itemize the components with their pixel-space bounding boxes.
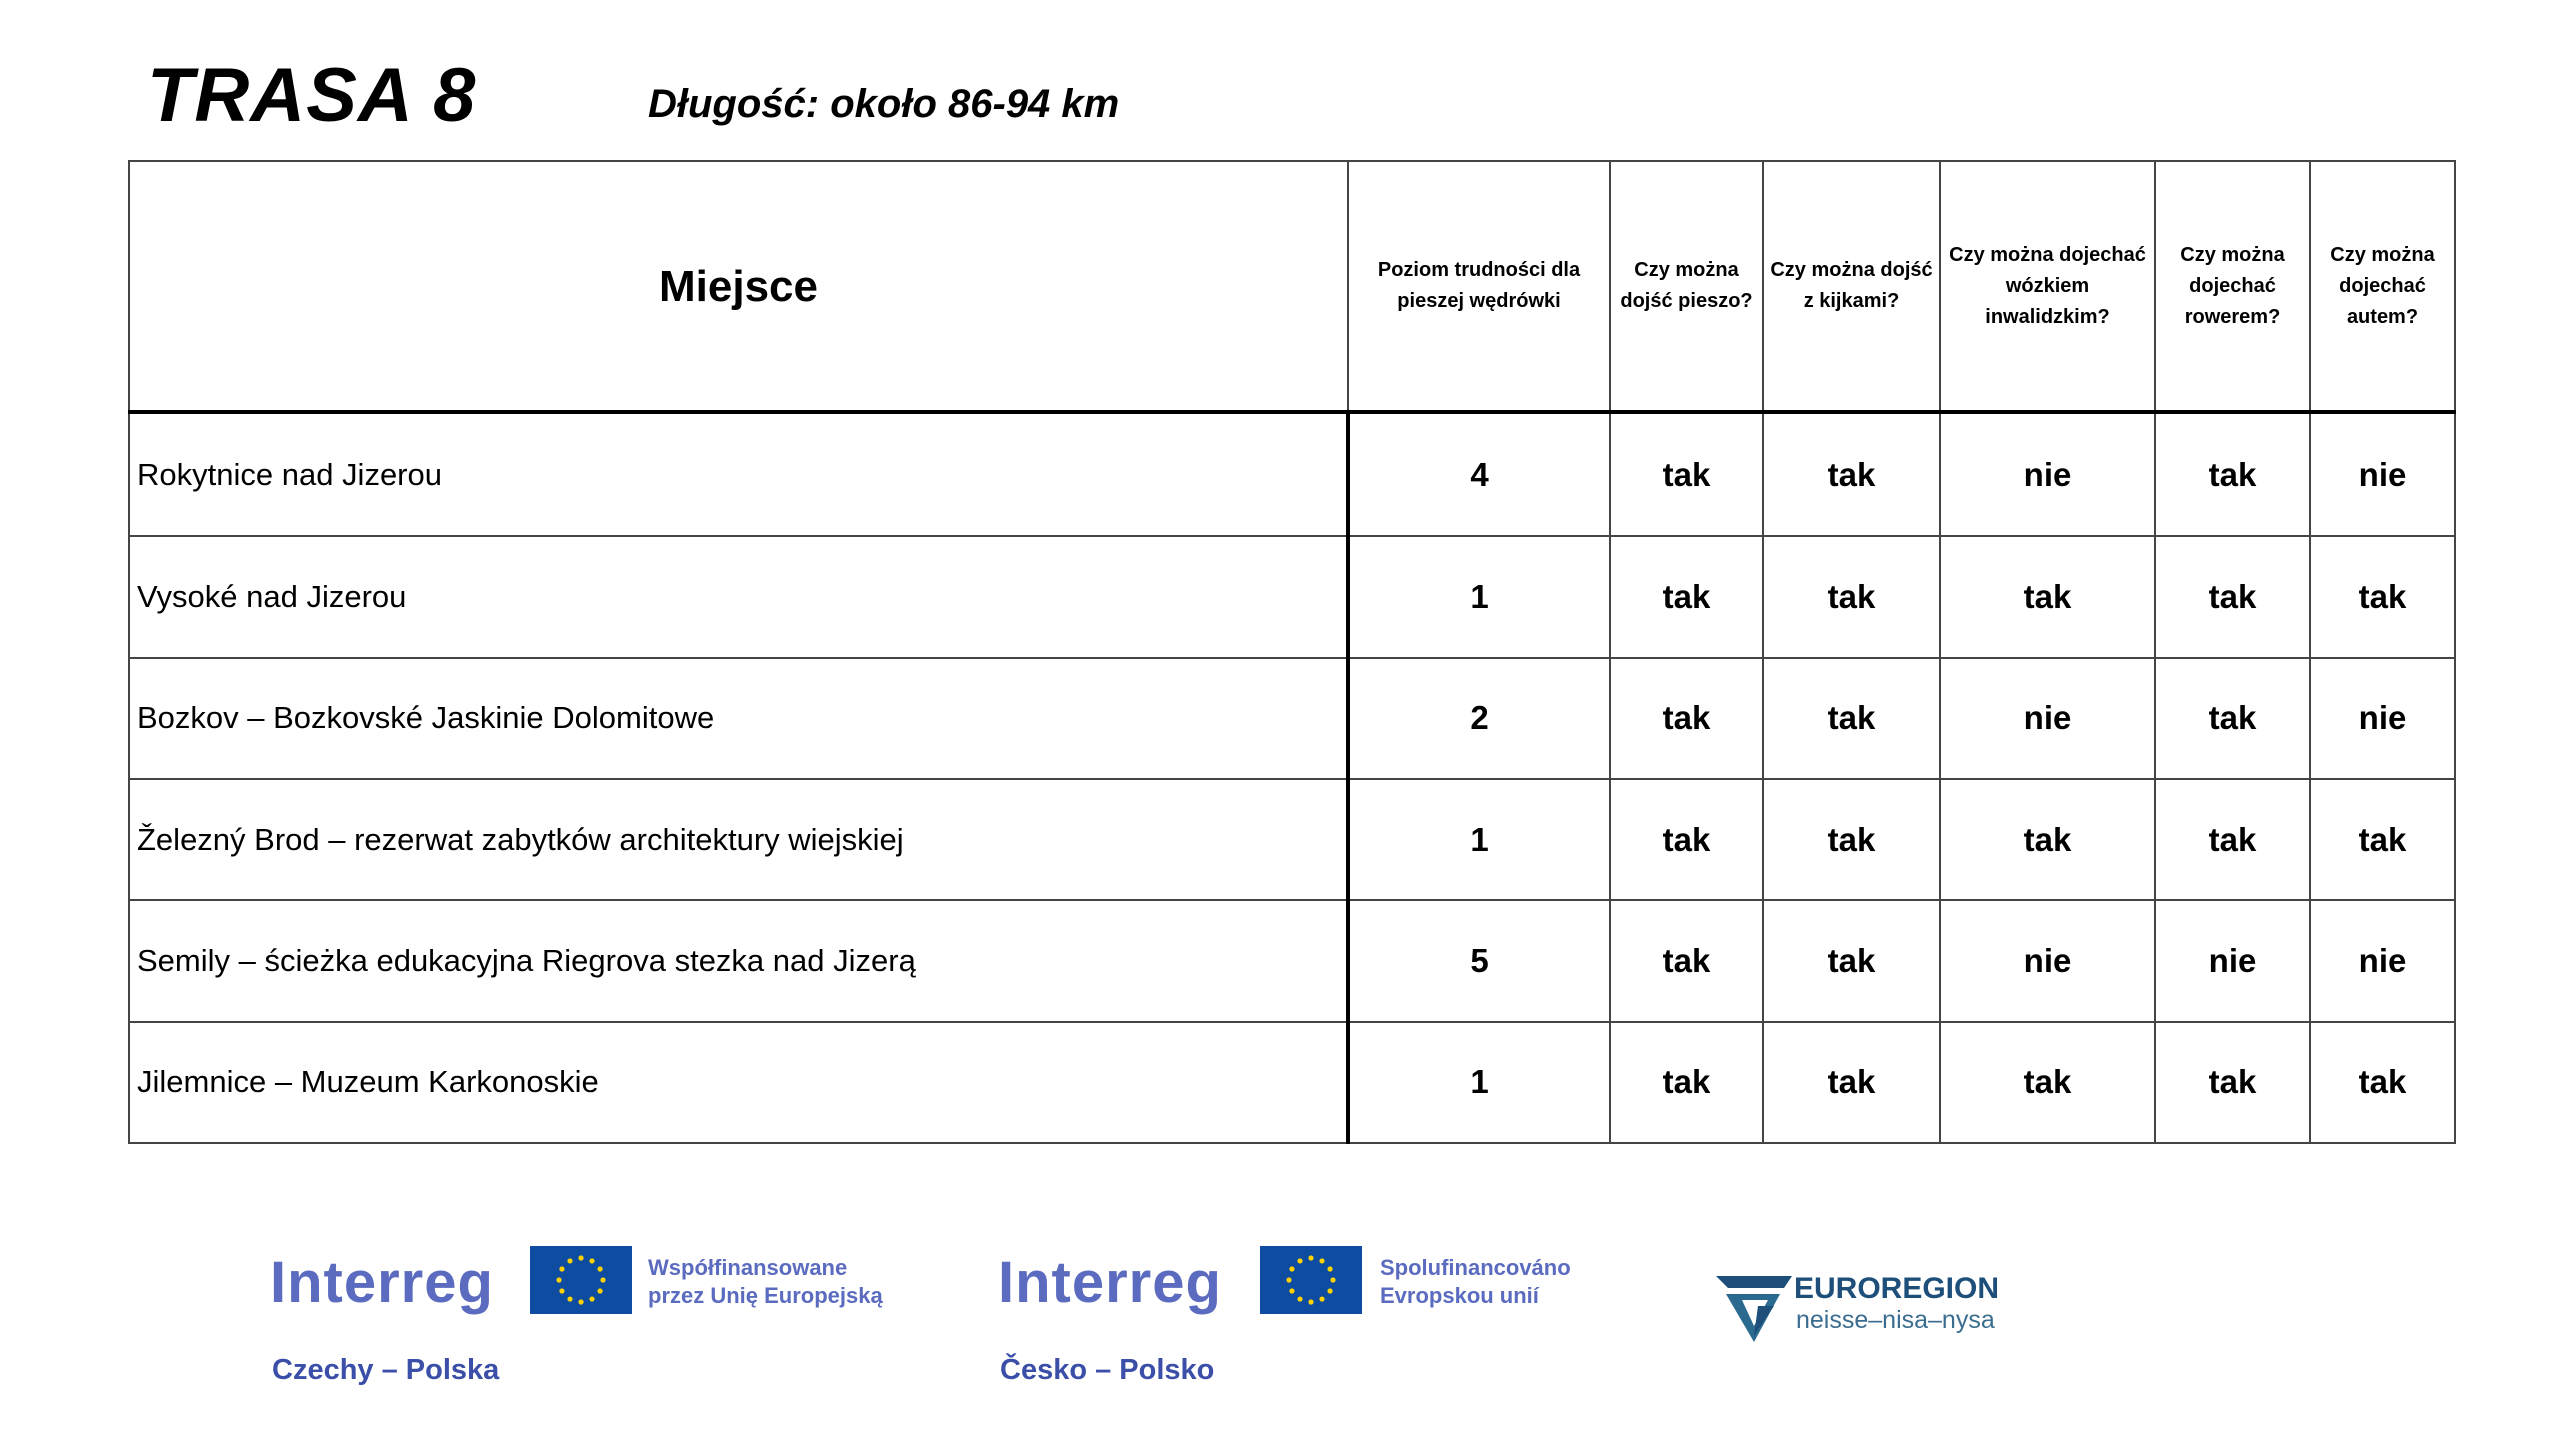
place-cell: Jilemnice – Muzeum Karkonoskie <box>129 1022 1348 1143</box>
walk-cell: tak <box>1610 658 1763 779</box>
table-row <box>129 900 2455 1021</box>
difficulty-cell: 4 <box>1348 412 1610 536</box>
column-header-wheelchair: Czy można dojechać wózkiem inwalidzkim? <box>1940 161 2155 412</box>
car-cell: nie <box>2310 412 2455 536</box>
table-row <box>129 536 2455 657</box>
column-header-poles: Czy można dojść z kijkami? <box>1763 161 1940 412</box>
euroregion-name: EUROREGION <box>1794 1272 2000 1305</box>
eu-star-icon <box>556 1277 561 1282</box>
poles-cell: tak <box>1763 900 1940 1021</box>
eu-star-icon <box>1297 1296 1302 1301</box>
eu-star-icon <box>567 1258 572 1263</box>
place-cell: Železný Brod – rezerwat zabytków architektury wiejskiej <box>129 779 1348 900</box>
eu-star-icon <box>1327 1288 1332 1293</box>
difficulty-cell: 2 <box>1348 658 1610 779</box>
column-header-car: Czy można dojechać autem? <box>2310 161 2455 412</box>
eu-star-icon <box>1319 1296 1324 1301</box>
eu-star-icon <box>1327 1266 1332 1271</box>
eu-flag-icon <box>530 1246 632 1314</box>
walk-cell: tak <box>1610 779 1763 900</box>
eu-star-icon <box>559 1288 564 1293</box>
eu-star-icon <box>567 1296 572 1301</box>
column-header-walk: Czy można dojść pieszo? <box>1610 161 1763 412</box>
eu-star-icon <box>1319 1258 1324 1263</box>
eu-star-icon <box>1297 1258 1302 1263</box>
eu-star-icon <box>597 1288 602 1293</box>
eu-star-icon <box>578 1299 583 1304</box>
walk-cell: tak <box>1610 412 1763 536</box>
eu-flag-icon <box>1260 1246 1362 1314</box>
walk-cell: tak <box>1610 536 1763 657</box>
programme-country: Česko – Polsko <box>1000 1354 1215 1386</box>
poles-cell: tak <box>1763 536 1940 657</box>
table-row <box>129 1022 2455 1143</box>
column-header-difficulty: Poziom trudności dla pieszej wędrówki <box>1348 161 1610 412</box>
difficulty-cell: 5 <box>1348 900 1610 1021</box>
cofinanced-text <box>1380 1254 1571 1310</box>
bike-cell: tak <box>2155 658 2310 779</box>
place-cell: Bozkov – Bozkovské Jaskinie Dolomitowe <box>129 658 1348 779</box>
car-cell: nie <box>2310 658 2455 779</box>
eu-star-icon <box>1308 1299 1313 1304</box>
table-header-row <box>129 161 2455 412</box>
euroregion-mark-icon <box>1714 1270 1794 1350</box>
cofinanced-line1: Współfinansowane <box>648 1255 848 1280</box>
eu-star-icon <box>1286 1277 1291 1282</box>
column-header-place: Miejsce <box>129 161 1348 412</box>
eu-star-icon <box>597 1266 602 1271</box>
car-cell: nie <box>2310 900 2455 1021</box>
wheelchair-cell: nie <box>1940 900 2155 1021</box>
eu-star-icon <box>1330 1277 1335 1282</box>
poles-cell: tak <box>1763 658 1940 779</box>
cofinanced-line2: Evropskou unií <box>1380 1283 1539 1308</box>
eu-star-icon <box>1308 1255 1313 1260</box>
car-cell: tak <box>2310 1022 2455 1143</box>
eu-star-icon <box>578 1255 583 1260</box>
page-title: TRASA 8 <box>147 53 477 138</box>
poles-cell: tak <box>1763 1022 1940 1143</box>
poles-cell: tak <box>1763 779 1940 900</box>
interreg-wordmark: Interreg <box>998 1250 1222 1315</box>
table-row <box>129 779 2455 900</box>
column-header-bike: Czy można dojechać rowerem? <box>2155 161 2310 412</box>
route-table <box>128 160 2456 1144</box>
bike-cell: tak <box>2155 779 2310 900</box>
cofinanced-line1: Spolufinancováno <box>1380 1255 1571 1280</box>
eu-star-icon <box>1289 1266 1294 1271</box>
cofinanced-text <box>648 1254 883 1310</box>
wheelchair-cell: tak <box>1940 1022 2155 1143</box>
walk-cell: tak <box>1610 900 1763 1021</box>
eu-star-icon <box>589 1258 594 1263</box>
eu-star-icon <box>559 1266 564 1271</box>
bike-cell: tak <box>2155 1022 2310 1143</box>
eu-star-icon <box>1289 1288 1294 1293</box>
car-cell: tak <box>2310 536 2455 657</box>
poles-cell: tak <box>1763 412 1940 536</box>
place-cell: Rokytnice nad Jizerou <box>129 412 1348 536</box>
euroregion-subtitle: neisse–nisa–nysa <box>1796 1306 1995 1334</box>
table-row <box>129 658 2455 779</box>
difficulty-cell: 1 <box>1348 1022 1610 1143</box>
eu-star-icon <box>600 1277 605 1282</box>
cofinanced-line2: przez Unię Europejską <box>648 1283 883 1308</box>
car-cell: tak <box>2310 779 2455 900</box>
eu-star-icon <box>589 1296 594 1301</box>
place-cell: Vysoké nad Jizerou <box>129 536 1348 657</box>
difficulty-cell: 1 <box>1348 779 1610 900</box>
programme-country: Czechy – Polska <box>272 1354 500 1386</box>
table-row <box>129 412 2455 536</box>
wheelchair-cell: tak <box>1940 536 2155 657</box>
difficulty-cell: 1 <box>1348 536 1610 657</box>
place-cell: Semily – ścieżka edukacyjna Riegrova stezka nad Jizerą <box>129 900 1348 1021</box>
route-length: Długość: około 86-94 km <box>648 82 1120 126</box>
bike-cell: tak <box>2155 536 2310 657</box>
wheelchair-cell: tak <box>1940 779 2155 900</box>
bike-cell: tak <box>2155 412 2310 536</box>
wheelchair-cell: nie <box>1940 658 2155 779</box>
wheelchair-cell: nie <box>1940 412 2155 536</box>
interreg-wordmark: Interreg <box>270 1250 494 1315</box>
bike-cell: nie <box>2155 900 2310 1021</box>
walk-cell: tak <box>1610 1022 1763 1143</box>
